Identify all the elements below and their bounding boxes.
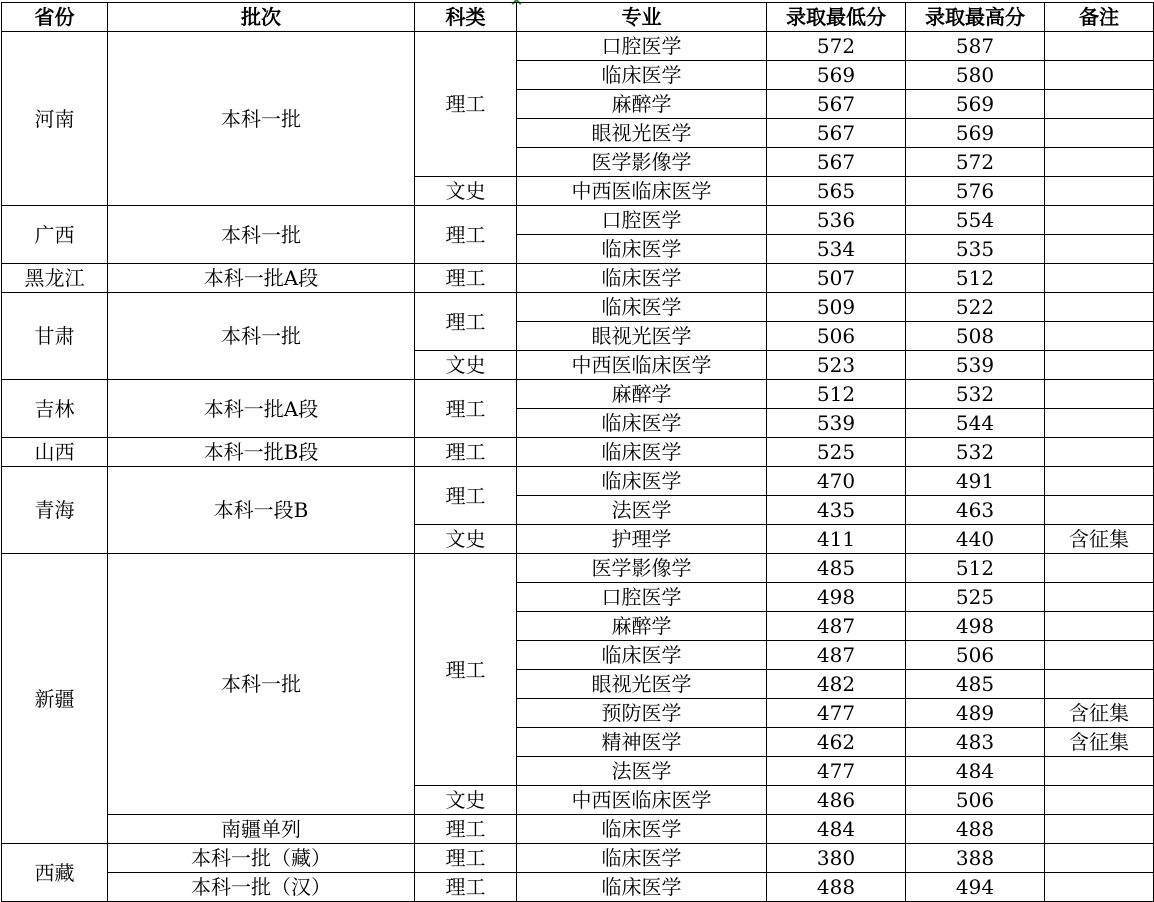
table-row — [2, 873, 1154, 902]
min-score-cell: 477 — [767, 699, 906, 728]
admission-scores-table — [1, 2, 1154, 902]
min-score-cell: 487 — [767, 641, 906, 670]
major-cell: 临床医学 — [517, 264, 767, 293]
major-cell: 临床医学 — [517, 438, 767, 467]
batch-cell: 本科一批 — [108, 206, 415, 264]
major-cell: 临床医学 — [517, 409, 767, 438]
min-score-cell: 525 — [767, 438, 906, 467]
max-score-cell: 485 — [906, 670, 1045, 699]
max-score-cell: 491 — [906, 467, 1045, 496]
max-score-cell: 535 — [906, 235, 1045, 264]
max-score-cell: 463 — [906, 496, 1045, 525]
min-score-cell: 506 — [767, 322, 906, 351]
max-score-cell: 512 — [906, 554, 1045, 583]
batch-cell: 本科一批 — [108, 293, 415, 380]
major-cell: 临床医学 — [517, 815, 767, 844]
max-score-cell: 488 — [906, 815, 1045, 844]
major-cell: 预防医学 — [517, 699, 767, 728]
max-score-cell: 532 — [906, 438, 1045, 467]
note-cell — [1045, 322, 1154, 351]
note-cell — [1045, 90, 1154, 119]
category-cell: 理工 — [415, 380, 517, 438]
max-score-cell: 569 — [906, 90, 1045, 119]
note-cell — [1045, 380, 1154, 409]
max-score-cell: 587 — [906, 32, 1045, 61]
category-cell: 文史 — [415, 525, 517, 554]
max-score-cell: 489 — [906, 699, 1045, 728]
max-score-cell: 498 — [906, 612, 1045, 641]
header-max-score: 录取最高分 — [906, 3, 1045, 32]
max-score-cell: 576 — [906, 177, 1045, 206]
category-cell: 理工 — [415, 206, 517, 264]
major-cell: 麻醉学 — [517, 380, 767, 409]
max-score-cell: 483 — [906, 728, 1045, 757]
max-score-cell: 569 — [906, 119, 1045, 148]
major-cell: 口腔医学 — [517, 206, 767, 235]
category-cell: 理工 — [415, 293, 517, 351]
major-cell: 眼视光医学 — [517, 119, 767, 148]
note-cell — [1045, 554, 1154, 583]
major-cell: 眼视光医学 — [517, 322, 767, 351]
table-row — [2, 32, 1154, 61]
min-score-cell: 567 — [767, 119, 906, 148]
min-score-cell: 498 — [767, 583, 906, 612]
max-score-cell: 388 — [906, 844, 1045, 873]
min-score-cell: 512 — [767, 380, 906, 409]
major-cell: 眼视光医学 — [517, 670, 767, 699]
header-note: 备注 — [1045, 3, 1154, 32]
min-score-cell: 470 — [767, 467, 906, 496]
note-cell — [1045, 32, 1154, 61]
note-cell — [1045, 206, 1154, 235]
province-cell: 河南 — [2, 32, 108, 206]
major-cell: 临床医学 — [517, 641, 767, 670]
note-cell — [1045, 612, 1154, 641]
note-cell — [1045, 583, 1154, 612]
major-cell: 麻醉学 — [517, 612, 767, 641]
note-cell — [1045, 61, 1154, 90]
note-cell — [1045, 467, 1154, 496]
note-cell — [1045, 293, 1154, 322]
min-score-cell: 435 — [767, 496, 906, 525]
batch-cell: 本科一批（藏） — [108, 844, 415, 873]
table-row — [2, 815, 1154, 844]
max-score-cell: 512 — [906, 264, 1045, 293]
min-score-cell: 484 — [767, 815, 906, 844]
min-score-cell: 539 — [767, 409, 906, 438]
category-cell: 文史 — [415, 351, 517, 380]
batch-cell: 本科一批A段 — [108, 380, 415, 438]
category-cell: 理工 — [415, 815, 517, 844]
min-score-cell: 411 — [767, 525, 906, 554]
major-cell: 口腔医学 — [517, 583, 767, 612]
province-cell: 吉林 — [2, 380, 108, 438]
major-cell: 护理学 — [517, 525, 767, 554]
major-cell: 中西医临床医学 — [517, 351, 767, 380]
min-score-cell: 572 — [767, 32, 906, 61]
note-cell — [1045, 148, 1154, 177]
table-row — [2, 380, 1154, 409]
min-score-cell: 488 — [767, 873, 906, 902]
min-score-cell: 486 — [767, 786, 906, 815]
major-cell: 法医学 — [517, 496, 767, 525]
table-row — [2, 844, 1154, 873]
min-score-cell: 507 — [767, 264, 906, 293]
province-cell: 新疆 — [2, 554, 108, 844]
max-score-cell: 525 — [906, 583, 1045, 612]
batch-cell: 本科一批B段 — [108, 438, 415, 467]
batch-cell: 南疆单列 — [108, 815, 415, 844]
table-row — [2, 438, 1154, 467]
table-body — [2, 32, 1154, 902]
category-cell: 理工 — [415, 32, 517, 177]
major-cell: 临床医学 — [517, 467, 767, 496]
max-score-cell: 544 — [906, 409, 1045, 438]
province-cell: 山西 — [2, 438, 108, 467]
batch-cell: 本科一批 — [108, 554, 415, 815]
min-score-cell: 485 — [767, 554, 906, 583]
max-score-cell: 554 — [906, 206, 1045, 235]
category-cell: 理工 — [415, 844, 517, 873]
note-cell — [1045, 438, 1154, 467]
batch-cell: 本科一批 — [108, 32, 415, 206]
max-score-cell: 440 — [906, 525, 1045, 554]
header-province: 省份 — [2, 3, 108, 32]
province-cell: 甘肃 — [2, 293, 108, 380]
major-cell: 中西医临床医学 — [517, 786, 767, 815]
batch-cell: 本科一段B — [108, 467, 415, 554]
major-cell: 医学影像学 — [517, 554, 767, 583]
major-cell: 临床医学 — [517, 235, 767, 264]
min-score-cell: 462 — [767, 728, 906, 757]
note-cell — [1045, 641, 1154, 670]
category-cell: 理工 — [415, 438, 517, 467]
province-cell: 黑龙江 — [2, 264, 108, 293]
min-score-cell: 482 — [767, 670, 906, 699]
min-score-cell: 534 — [767, 235, 906, 264]
note-cell — [1045, 786, 1154, 815]
table-row — [2, 554, 1154, 583]
note-cell — [1045, 815, 1154, 844]
header-row — [2, 3, 1154, 32]
category-cell: 文史 — [415, 786, 517, 815]
major-cell: 口腔医学 — [517, 32, 767, 61]
max-score-cell: 532 — [906, 380, 1045, 409]
batch-cell: 本科一批（汉） — [108, 873, 415, 902]
note-cell — [1045, 264, 1154, 293]
note-cell — [1045, 119, 1154, 148]
note-cell — [1045, 757, 1154, 786]
note-cell: 含征集 — [1045, 525, 1154, 554]
note-cell — [1045, 873, 1154, 902]
category-cell: 文史 — [415, 177, 517, 206]
major-cell: 中西医临床医学 — [517, 177, 767, 206]
max-score-cell: 508 — [906, 322, 1045, 351]
max-score-cell: 522 — [906, 293, 1045, 322]
province-cell: 广西 — [2, 206, 108, 264]
major-cell: 麻醉学 — [517, 90, 767, 119]
category-cell: 理工 — [415, 467, 517, 525]
major-cell: 临床医学 — [517, 844, 767, 873]
category-cell: 理工 — [415, 264, 517, 293]
min-score-cell: 536 — [767, 206, 906, 235]
max-score-cell: 494 — [906, 873, 1045, 902]
min-score-cell: 509 — [767, 293, 906, 322]
table-row — [2, 467, 1154, 496]
major-cell: 临床医学 — [517, 61, 767, 90]
min-score-cell: 487 — [767, 612, 906, 641]
min-score-cell: 567 — [767, 148, 906, 177]
major-cell: 法医学 — [517, 757, 767, 786]
note-cell: 含征集 — [1045, 699, 1154, 728]
min-score-cell: 569 — [767, 61, 906, 90]
min-score-cell: 523 — [767, 351, 906, 380]
table-row — [2, 264, 1154, 293]
min-score-cell: 567 — [767, 90, 906, 119]
major-cell: 精神医学 — [517, 728, 767, 757]
header-min-score: 录取最低分 — [767, 3, 906, 32]
max-score-cell: 506 — [906, 641, 1045, 670]
note-cell — [1045, 844, 1154, 873]
category-cell: 理工 — [415, 554, 517, 786]
max-score-cell: 484 — [906, 757, 1045, 786]
province-cell: 青海 — [2, 467, 108, 554]
major-cell: 临床医学 — [517, 293, 767, 322]
min-score-cell: 477 — [767, 757, 906, 786]
min-score-cell: 380 — [767, 844, 906, 873]
category-cell: 理工 — [415, 873, 517, 902]
batch-cell: 本科一批A段 — [108, 264, 415, 293]
header-major: 专业 — [517, 3, 767, 32]
header-batch: 批次 — [108, 3, 415, 32]
province-cell: 西藏 — [2, 844, 108, 902]
major-cell: 医学影像学 — [517, 148, 767, 177]
note-cell — [1045, 177, 1154, 206]
max-score-cell: 506 — [906, 786, 1045, 815]
note-cell — [1045, 496, 1154, 525]
min-score-cell: 565 — [767, 177, 906, 206]
note-cell: 含征集 — [1045, 728, 1154, 757]
table-row — [2, 293, 1154, 322]
max-score-cell: 580 — [906, 61, 1045, 90]
major-cell: 临床医学 — [517, 873, 767, 902]
note-cell — [1045, 351, 1154, 380]
note-cell — [1045, 670, 1154, 699]
max-score-cell: 572 — [906, 148, 1045, 177]
table-row — [2, 206, 1154, 235]
note-cell — [1045, 409, 1154, 438]
header-category: 科类 — [415, 3, 517, 32]
max-score-cell: 539 — [906, 351, 1045, 380]
note-cell — [1045, 235, 1154, 264]
